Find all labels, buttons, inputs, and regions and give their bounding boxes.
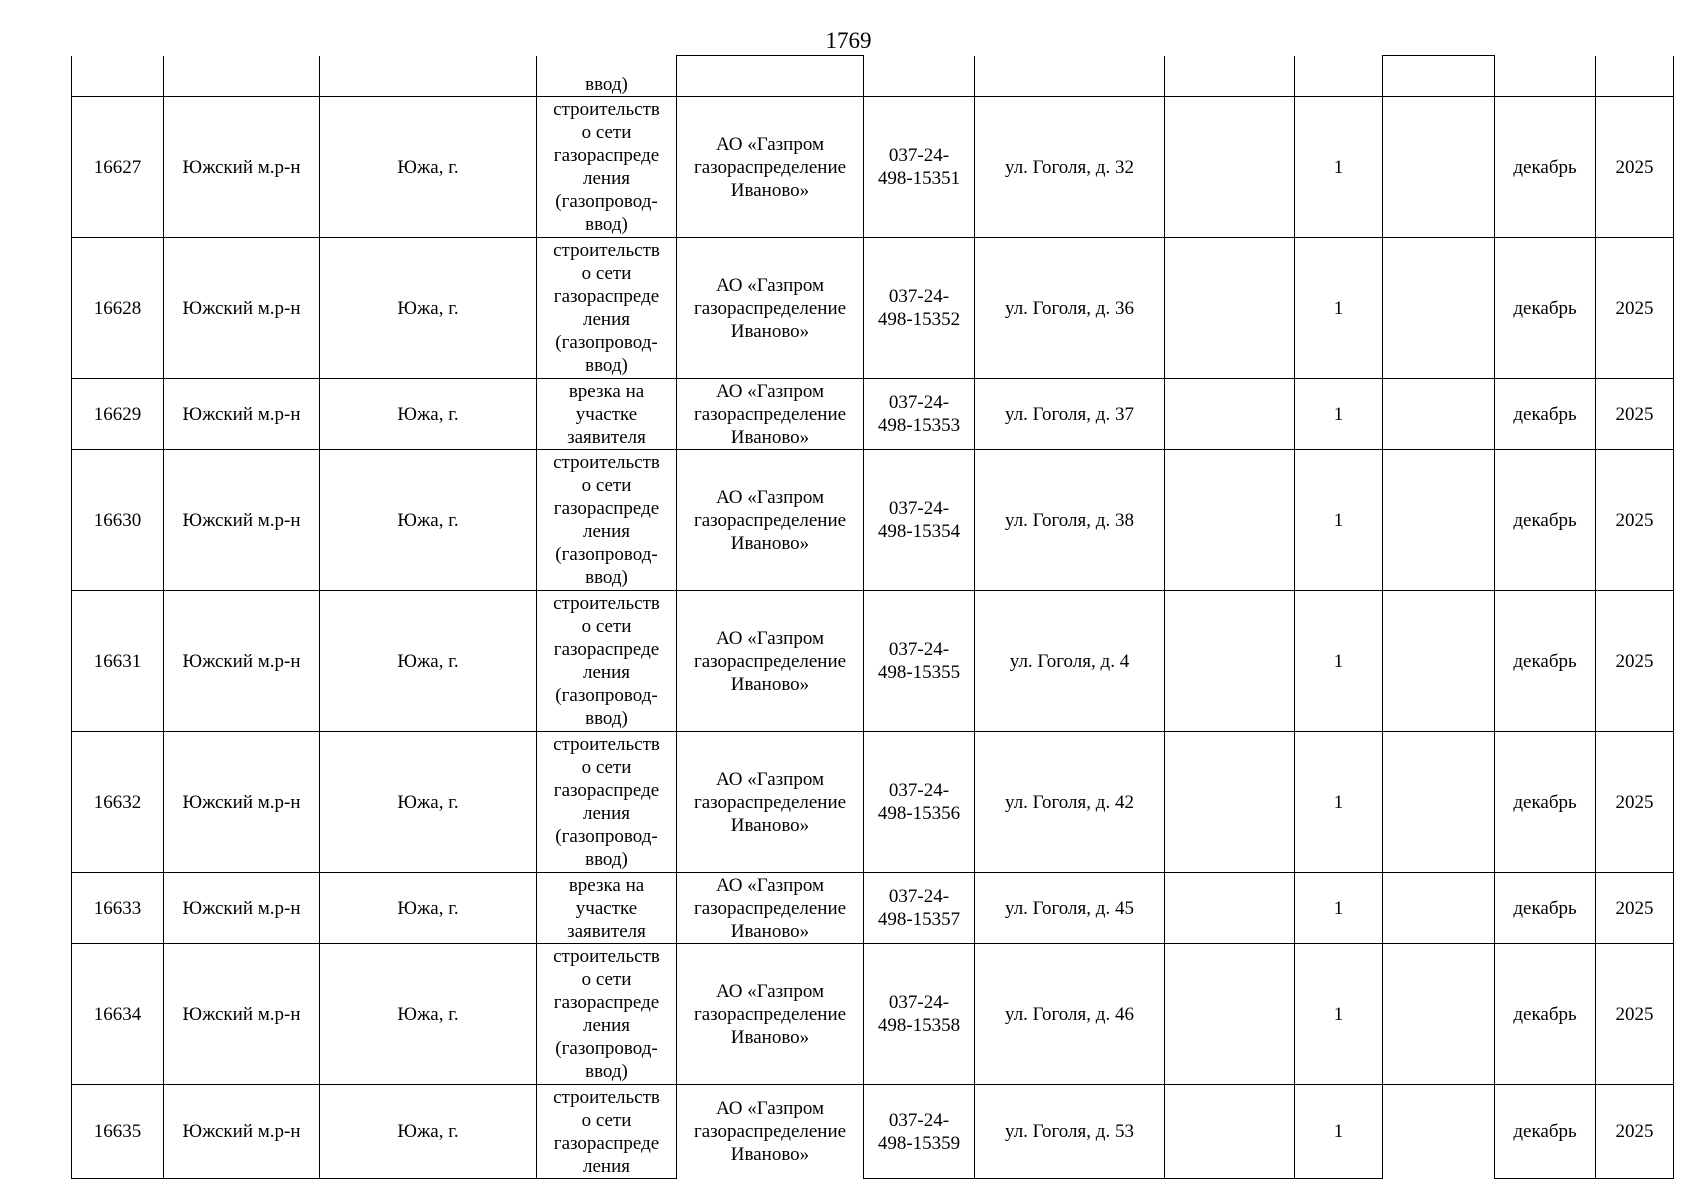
cell-empty [1383, 450, 1495, 591]
cell-year: 2025 [1596, 944, 1674, 1085]
table-row [72, 591, 1674, 732]
cell-city: Южа, г. [320, 944, 537, 1085]
cell-count: 1 [1295, 97, 1383, 238]
cell-empty [1165, 944, 1295, 1085]
table-row [72, 97, 1674, 238]
cell-empty [1165, 732, 1295, 873]
cell-month: декабрь [1495, 97, 1596, 238]
cell-district: Южский м.р-н [164, 450, 320, 591]
cell-district: Южский м.р-н [164, 944, 320, 1085]
cell-organization: АО «Газпром газораспределение Иваново» [677, 732, 864, 873]
registry-table [71, 55, 1674, 1179]
cell-city: Южа, г. [320, 873, 537, 944]
cell-empty [1383, 238, 1495, 379]
cell-code: 037-24- 498-15356 [864, 732, 975, 873]
cell-city: Южа, г. [320, 450, 537, 591]
cell-district: Южский м.р-н [164, 1085, 320, 1179]
cell-organization: АО «Газпром газораспределение Иваново» [677, 450, 864, 591]
cell-address: ул. Гоголя, д. 38 [975, 450, 1165, 591]
cell-number: 16627 [72, 97, 164, 238]
table-row [72, 379, 1674, 450]
cell-work-type: строительств о сети газораспреде ления (газопровод- ввод) [537, 944, 677, 1085]
cell-district: Южский м.р-н [164, 591, 320, 732]
cell-type-tail: ввод) [537, 56, 677, 97]
cell-month: декабрь [1495, 591, 1596, 732]
cell-year: 2025 [1596, 1085, 1674, 1179]
cell-year: 2025 [1596, 97, 1674, 238]
cell-month: декабрь [1495, 238, 1596, 379]
cell-number: 16628 [72, 238, 164, 379]
cell-address: ул. Гоголя, д. 32 [975, 97, 1165, 238]
cell-city: Южа, г. [320, 1085, 537, 1179]
cell-organization: АО «Газпром газораспределение Иваново» [677, 238, 864, 379]
cell-empty [1383, 97, 1495, 238]
cell-code: 037-24- 498-15355 [864, 591, 975, 732]
cell-work-type: строительств о сети газораспреде ления [537, 1085, 677, 1179]
table-row [72, 873, 1674, 944]
cell-empty [1165, 1085, 1295, 1179]
cell-city: Южа, г. [320, 97, 537, 238]
cell-count: 1 [1295, 944, 1383, 1085]
cell-number: 16630 [72, 450, 164, 591]
cell-city: Южа, г. [320, 591, 537, 732]
cell-work-type: строительств о сети газораспреде ления (газопровод- ввод) [537, 591, 677, 732]
cell-empty [1383, 379, 1495, 450]
cell-year: 2025 [1596, 379, 1674, 450]
cell-address: ул. Гоголя, д. 42 [975, 732, 1165, 873]
table-row [72, 238, 1674, 379]
cell-organization: АО «Газпром газораспределение Иваново» [677, 873, 864, 944]
cell-empty [1165, 873, 1295, 944]
cell-year: 2025 [1596, 873, 1674, 944]
cell-work-type: строительств о сети газораспреде ления (газопровод- ввод) [537, 732, 677, 873]
cell-work-type: врезка на участке заявителя [537, 873, 677, 944]
cell-address: ул. Гоголя, д. 37 [975, 379, 1165, 450]
cell-year: 2025 [1596, 450, 1674, 591]
cell-year: 2025 [1596, 732, 1674, 873]
cell-district: Южский м.р-н [164, 238, 320, 379]
cell-district: Южский м.р-н [164, 97, 320, 238]
cell-empty [1165, 450, 1295, 591]
cell-month: декабрь [1495, 873, 1596, 944]
cell-work-type: строительств о сети газораспреде ления (газопровод- ввод) [537, 450, 677, 591]
cell-count: 1 [1295, 591, 1383, 732]
cell-code: 037-24- 498-15352 [864, 238, 975, 379]
cell-empty [1383, 944, 1495, 1085]
cell-code: 037-24- 498-15359 [864, 1085, 975, 1179]
cell-count: 1 [1295, 379, 1383, 450]
cell-organization: АО «Газпром газораспределение Иваново» [677, 379, 864, 450]
cell-empty [1165, 238, 1295, 379]
cell-organization: АО «Газпром газораспределение Иваново» [677, 97, 864, 238]
cell-number: 16632 [72, 732, 164, 873]
cell-organization: АО «Газпром газораспределение Иваново» [677, 1085, 864, 1179]
cell-empty [1383, 1085, 1495, 1179]
table-row [72, 450, 1674, 591]
cell-district: Южский м.р-н [164, 379, 320, 450]
cell-district: Южский м.р-н [164, 873, 320, 944]
cell-number: 16631 [72, 591, 164, 732]
cell-year: 2025 [1596, 591, 1674, 732]
table-row [72, 1085, 1674, 1179]
cell-address: ул. Гоголя, д. 36 [975, 238, 1165, 379]
cell-city: Южа, г. [320, 238, 537, 379]
cell-district: Южский м.р-н [164, 732, 320, 873]
cell-address: ул. Гоголя, д. 45 [975, 873, 1165, 944]
cell-month: декабрь [1495, 1085, 1596, 1179]
cell-number: 16634 [72, 944, 164, 1085]
cell-code: 037-24- 498-15353 [864, 379, 975, 450]
cell-number: 16629 [72, 379, 164, 450]
cell-count: 1 [1295, 732, 1383, 873]
cell-empty [1165, 379, 1295, 450]
cell-count: 1 [1295, 450, 1383, 591]
cell-code: 037-24- 498-15354 [864, 450, 975, 591]
cell-count: 1 [1295, 873, 1383, 944]
table-row [72, 732, 1674, 873]
cell-address: ул. Гоголя, д. 4 [975, 591, 1165, 732]
cell-empty [1165, 591, 1295, 732]
cell-empty [1165, 97, 1295, 238]
cell-address: ул. Гоголя, д. 53 [975, 1085, 1165, 1179]
cell-city: Южа, г. [320, 732, 537, 873]
cell-empty [1383, 732, 1495, 873]
cell-code: 037-24- 498-15351 [864, 97, 975, 238]
page-number: 1769 [825, 28, 872, 53]
cell-number: 16635 [72, 1085, 164, 1179]
cell-address: ул. Гоголя, д. 46 [975, 944, 1165, 1085]
cell-month: декабрь [1495, 732, 1596, 873]
cell-work-type: врезка на участке заявителя [537, 379, 677, 450]
cell-work-type: строительств о сети газораспреде ления (газопровод- ввод) [537, 97, 677, 238]
cell-count: 1 [1295, 238, 1383, 379]
cell-work-type: строительств о сети газораспреде ления (газопровод- ввод) [537, 238, 677, 379]
cell-empty [1383, 591, 1495, 732]
cell-empty [1383, 873, 1495, 944]
cell-number: 16633 [72, 873, 164, 944]
cell-code: 037-24- 498-15358 [864, 944, 975, 1085]
cell-count: 1 [1295, 1085, 1383, 1179]
cell-year: 2025 [1596, 238, 1674, 379]
table-row [72, 944, 1674, 1085]
continued-row [72, 56, 1674, 97]
cell-organization: АО «Газпром газораспределение Иваново» [677, 591, 864, 732]
cell-city: Южа, г. [320, 379, 537, 450]
cell-organization: АО «Газпром газораспределение Иваново» [677, 944, 864, 1085]
cell-month: декабрь [1495, 450, 1596, 591]
cell-month: декабрь [1495, 379, 1596, 450]
cell-code: 037-24- 498-15357 [864, 873, 975, 944]
cell-month: декабрь [1495, 944, 1596, 1085]
